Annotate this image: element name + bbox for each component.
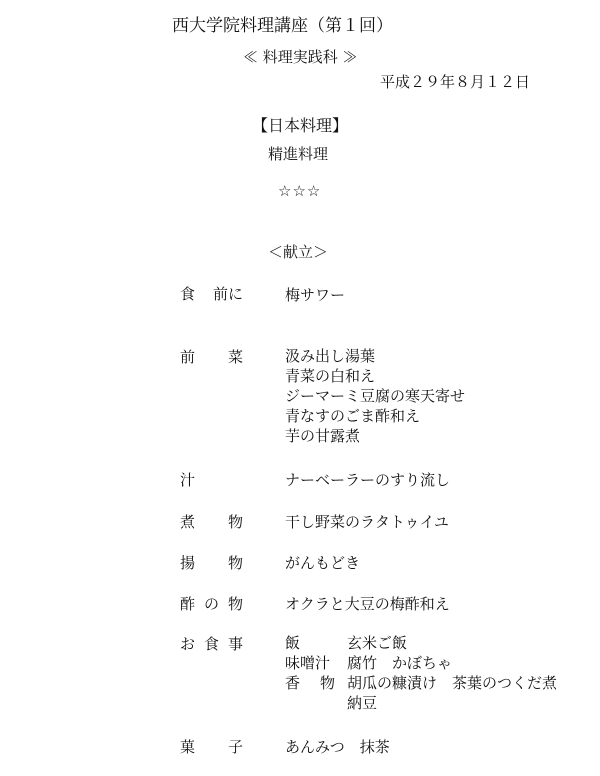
- cuisine-heading: 【日本料理】: [252, 116, 349, 135]
- page-subtitle: ≪ 料理実践科 ≫: [243, 48, 358, 66]
- label-char: の: [203, 595, 219, 613]
- dish-item: ナーベーラーのすり流し: [285, 471, 451, 489]
- dish-list-vinegared: [285, 594, 450, 614]
- label-char: 味噌汁: [285, 654, 331, 672]
- course-label-aperitif: [180, 287, 243, 302]
- meal-items: 腐竹 かぼちゃ: [347, 654, 453, 672]
- label-char: お: [180, 635, 196, 653]
- label-char: 香: [285, 674, 301, 692]
- dish-list-fried: [285, 553, 360, 573]
- dish-item: 汲み出し湯葉: [285, 347, 376, 365]
- dish-item: がんもどき: [285, 554, 361, 572]
- dish-list-soup: [285, 470, 450, 490]
- course-label-vinegared: [180, 597, 243, 612]
- page-title: 西大学院料理講座（第１回）: [172, 16, 393, 36]
- dish-item: ジーマーミ豆腐の寒天寄せ: [285, 387, 466, 405]
- course-label-fried: [180, 556, 243, 571]
- label-char: 食: [180, 285, 196, 303]
- cuisine-style: 精進料理: [268, 145, 329, 163]
- dish-list-dessert: [285, 737, 390, 757]
- label-char: 物: [227, 513, 243, 531]
- dish-item: 青なすのごま酢和え: [285, 407, 421, 425]
- label-char: 汁: [180, 471, 196, 489]
- dish-item: あんみつ 抹茶: [285, 738, 390, 756]
- meal-sub-label: [285, 673, 335, 693]
- course-label-appetizer: [180, 350, 243, 365]
- dish-list-aperitif: [285, 285, 345, 305]
- meal-items: 納豆: [347, 694, 378, 712]
- dish-item: 青菜の白和え: [285, 367, 376, 385]
- label-char: 煮: [180, 513, 196, 531]
- label-char: 酢: [180, 595, 196, 613]
- label-char: 菓: [180, 738, 196, 756]
- label-char: 物: [227, 554, 243, 572]
- dish-item: 梅サワー: [285, 286, 346, 304]
- label-char: 物: [319, 674, 335, 692]
- dish-item: オクラと大豆の梅酢和え: [285, 595, 450, 613]
- label-char: 子: [227, 738, 243, 756]
- stars-rating: ☆☆☆: [278, 182, 322, 200]
- dish-list-appetizer: [285, 346, 465, 446]
- label-char: 前に: [212, 285, 243, 303]
- label-char: 前: [180, 348, 196, 366]
- meal-sub-label: [285, 633, 335, 653]
- dish-item: 干し野菜のラタトゥイユ: [285, 513, 449, 531]
- course-label-simmered: [180, 515, 243, 530]
- label-char: 飯: [285, 634, 301, 652]
- label-char: 揚: [180, 554, 196, 572]
- label-char: 物: [227, 595, 243, 613]
- label-char: 事: [227, 635, 243, 653]
- label-char: 菜: [227, 348, 243, 366]
- dish-item: 芋の甘露煮: [285, 427, 361, 445]
- meal-items: 玄米ご飯: [347, 634, 408, 652]
- label-char: 食: [203, 635, 219, 653]
- date: 平成２９年８月１２日: [380, 73, 531, 91]
- dish-list-simmered: [285, 512, 449, 532]
- menu-heading: ＜献立＞: [268, 243, 329, 261]
- meal-items: 胡瓜の糠漬け 茶葉のつくだ煮: [347, 674, 558, 692]
- course-label-dessert: [180, 740, 243, 755]
- course-label-meal: [180, 637, 243, 652]
- meal-sub-label: [285, 653, 335, 673]
- course-label-soup: [180, 473, 243, 488]
